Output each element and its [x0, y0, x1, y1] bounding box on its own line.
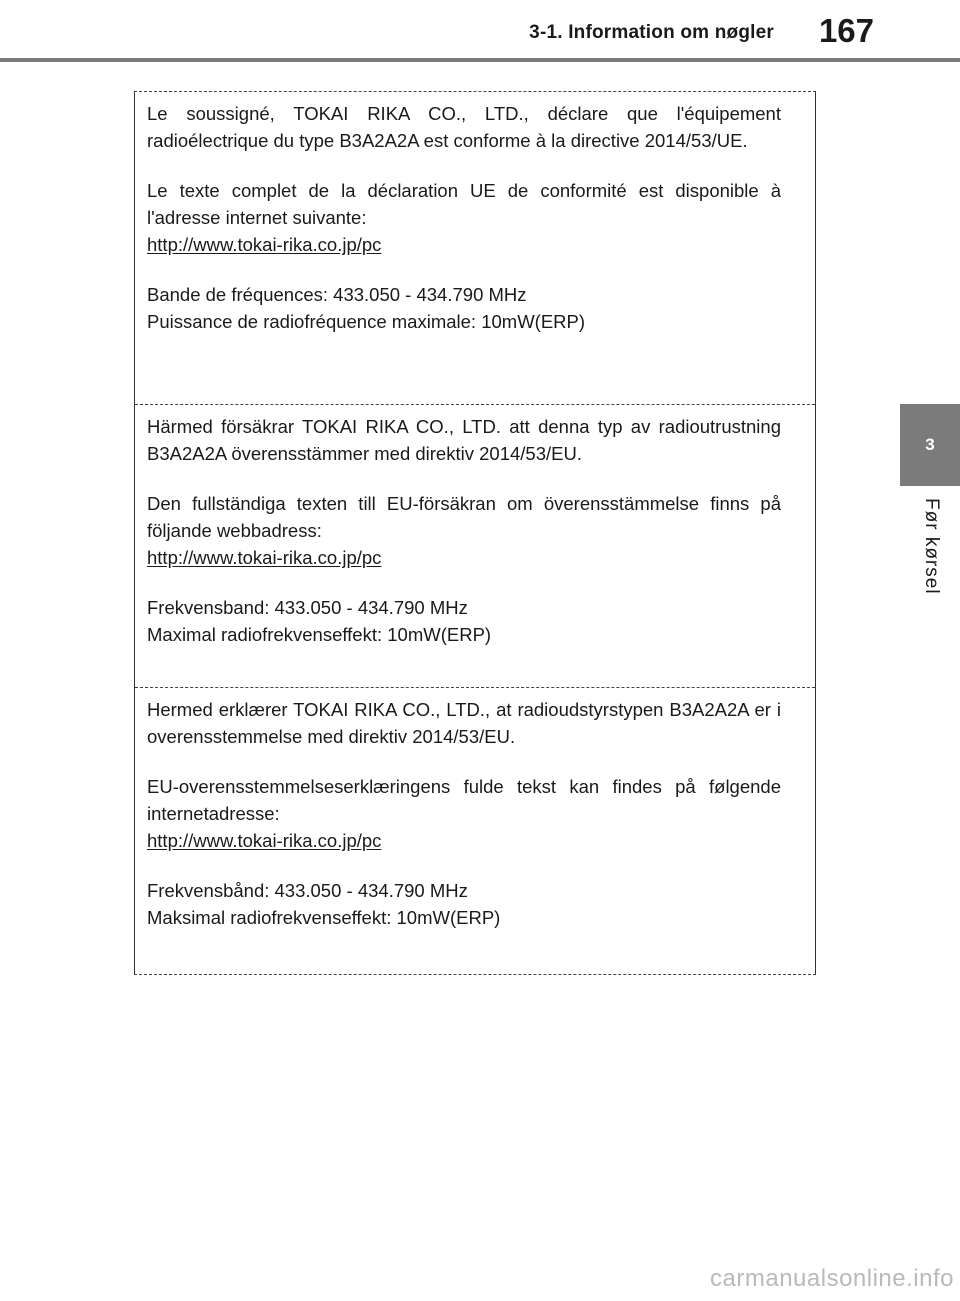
header-divider: [0, 58, 960, 62]
french-declaration-section: [135, 92, 815, 404]
page-number: 167: [818, 12, 874, 49]
danish-declaration-section: [135, 687, 815, 974]
danish-url-link[interactable]: http://www.tokai-rika.co.jp/pc: [147, 830, 382, 851]
section-title: 3-1. Information om nøgler: [529, 22, 774, 43]
french-url-link[interactable]: http://www.tokai-rika.co.jp/pc: [147, 234, 382, 255]
french-declaration-text: Le soussigné, TOKAI RIKA CO., LTD., déclare que l'équipement radioélectrique du type B3A2A2A est conforme à la directive 2014/53/UE.: [147, 103, 781, 151]
danish-text-available: EU-overensstemmelseserklæringens fulde tekst kan findes på følgende internetadresse:: [147, 776, 781, 824]
danish-max-power: Maksimal radiofrekvenseffekt: 10mW(ERP): [147, 907, 501, 928]
french-frequency-band: Bande de fréquences: 433.050 - 434.790 MHz: [147, 284, 527, 305]
conformity-notice-box: [134, 91, 816, 975]
french-text-available: Le texte complet de la déclaration UE de conformité est disponible à l'adresse internet suivante:: [147, 180, 781, 228]
swedish-frequency-band: Frekvensband: 433.050 - 434.790 MHz: [147, 597, 468, 618]
page-header: [0, 0, 960, 62]
swedish-declaration-section: [135, 404, 815, 687]
french-max-power: Puissance de radiofréquence maximale: 10mW(ERP): [147, 311, 586, 332]
site-watermark: carmanualsonline.info: [710, 1265, 954, 1292]
swedish-url-link[interactable]: http://www.tokai-rika.co.jp/pc: [147, 547, 382, 568]
danish-declaration-text: Hermed erklærer TOKAI RIKA CO., LTD., at radioudstyrstypen B3A2A2A er i overensstemmelse med direktiv 2014/53/EU.: [147, 699, 781, 747]
chapter-label: Før kørsel: [921, 498, 942, 595]
danish-frequency-band: Frekvensbånd: 433.050 - 434.790 MHz: [147, 880, 468, 901]
swedish-max-power: Maximal radiofrekvenseffekt: 10mW(ERP): [147, 624, 492, 645]
swedish-declaration-text: Härmed försäkrar TOKAI RIKA CO., LTD. att denna typ av radioutrustning B3A2A2A överensstämmer med direktiv 2014/53/EU.: [147, 416, 781, 464]
chapter-tab[interactable]: [900, 404, 960, 486]
swedish-text-available: Den fullständiga texten till EU-försäkran om överensstämmelse finns på följande webbadress:: [147, 493, 781, 541]
chapter-number: 3: [925, 435, 935, 454]
